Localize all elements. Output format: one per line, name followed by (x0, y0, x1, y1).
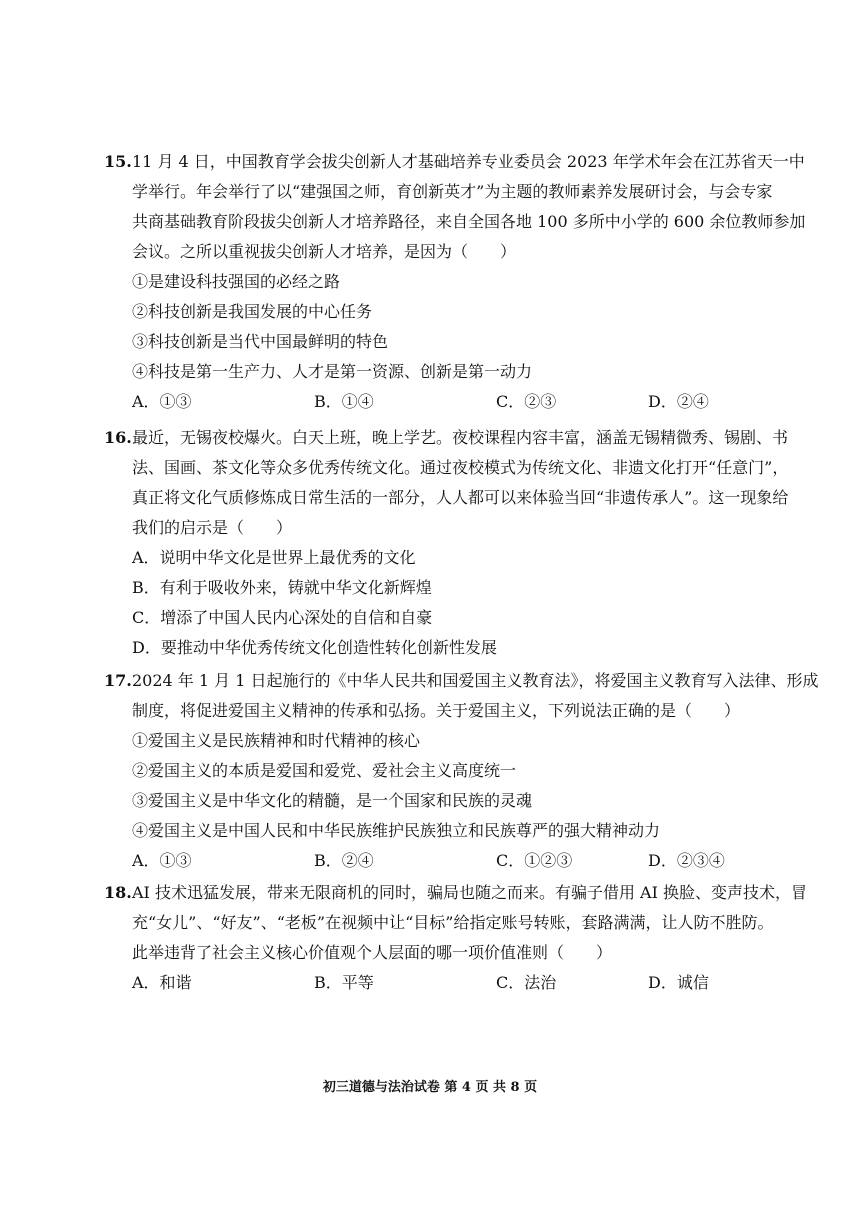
question-stem-line: 17.2024 年 1 月 1 日起施行的《中华人民共和国爱国主义教育法》，将爱国主义教育写入法律、形成 (104, 666, 784, 696)
choice-row (104, 968, 784, 998)
question-stem-line: 15.11 月 4 日，中国教育学会拔尖创新人才基础培养专业委员会 2023 年学术年会在江苏省天一中 (104, 147, 784, 177)
option-d: D．要推动中华优秀传统文化创造性转化创新性发展 (132, 638, 497, 657)
choice-c: C．法治 (496, 973, 557, 992)
statement-1: ①爱国主义是民族精神和时代精神的核心 (132, 731, 421, 750)
question-stem-line: 共商基础教育阶段拔尖创新人才培养路径，来自全国各地 100 多所中小学的 600 余位教师参加 (132, 212, 806, 231)
question-stem-line: 16.最近，无锡夜校爆火。白天上班，晚上学艺。夜校课程内容丰富，涵盖无锡精微秀、锡剧、书 (104, 423, 784, 453)
question-15 (104, 147, 806, 417)
question-stem-line: 制度，将促进爱国主义精神的传承和弘扬。关于爱国主义，下列说法正确的是（ ） (132, 701, 741, 720)
question-stem-line: 学举行。年会举行了以“建强国之师，育创新英才”为主题的教师素养发展研讨会，与会专家 (132, 182, 773, 201)
choice-d: D．诚信 (648, 973, 709, 992)
question-16 (104, 423, 789, 663)
question-number: 15. (104, 152, 132, 171)
question-number: 18. (104, 883, 132, 902)
choice-d: D．②④ (648, 392, 709, 411)
question-stem-line: 此举违背了社会主义核心价值观个人层面的哪一项价值准则（ ） (132, 943, 613, 962)
question-number: 16. (104, 428, 132, 447)
choice-b: B．②④ (314, 851, 374, 870)
statement-2: ②科技创新是我国发展的中心任务 (132, 302, 373, 321)
choice-row (104, 846, 784, 876)
choice-a: A．①③ (132, 392, 192, 411)
statement-4: ④科技是第一生产力、人才是第一资源、创新是第一动力 (132, 362, 533, 381)
page-footer: 初三道德与法治试卷 第 4 页 共 8 页 (322, 1080, 538, 1095)
question-stem-line: 我们的启示是（ ） (132, 518, 293, 537)
statement-2: ②爱国主义的本质是爱国和爱党、爱社会主义高度统一 (132, 761, 517, 780)
choice-c: C．①②③ (496, 851, 573, 870)
choice-a: A．和谐 (132, 973, 192, 992)
choice-b: B．平等 (314, 973, 374, 992)
choice-d: D．②③④ (648, 851, 725, 870)
choice-c: C．②③ (496, 392, 557, 411)
choice-b: B．①④ (314, 392, 374, 411)
statement-3: ③科技创新是当代中国最鲜明的特色 (132, 332, 389, 351)
statement-3: ③爱国主义是中华文化的精髓，是一个国家和民族的灵魂 (132, 791, 533, 810)
option-b: B．有利于吸收外来，铸就中华文化新辉煌 (132, 578, 432, 597)
choice-a: A．①③ (132, 851, 192, 870)
option-a: A．说明中华文化是世界上最优秀的文化 (132, 548, 416, 567)
question-number: 17. (104, 671, 132, 690)
question-17 (104, 666, 819, 876)
question-stem-line: 充“女儿”、“好友”、“老板”在视频中让“目标”给指定账号转账，套路满满，让人防不胜防。 (132, 913, 774, 932)
question-stem-line: 会议。之所以重视拔尖创新人才培养，是因为（ ） (132, 242, 517, 261)
option-c: C．增添了中国人民内心深处的自信和自豪 (132, 608, 433, 627)
statement-1: ①是建设科技强国的必经之路 (132, 272, 341, 291)
question-18 (104, 878, 808, 998)
statement-4: ④爱国主义是中国人民和中华民族维护民族独立和民族尊严的强大精神动力 (132, 821, 661, 840)
choice-row (104, 387, 784, 417)
question-stem-line: 18.AI 技术迅猛发展，带来无限商机的同时，骗局也随之而来。有骗子借用 AI 换脸、变声技术，冒 (104, 878, 784, 908)
question-stem-line: 法、国画、茶文化等众多优秀传统文化。通过夜校模式为传统文化、非遗文化打开“任意门”， (132, 458, 789, 477)
question-stem-line: 真正将文化气质修炼成日常生活的一部分，人人都可以来体验当回“非遗传承人”。这一现象给 (132, 488, 789, 507)
